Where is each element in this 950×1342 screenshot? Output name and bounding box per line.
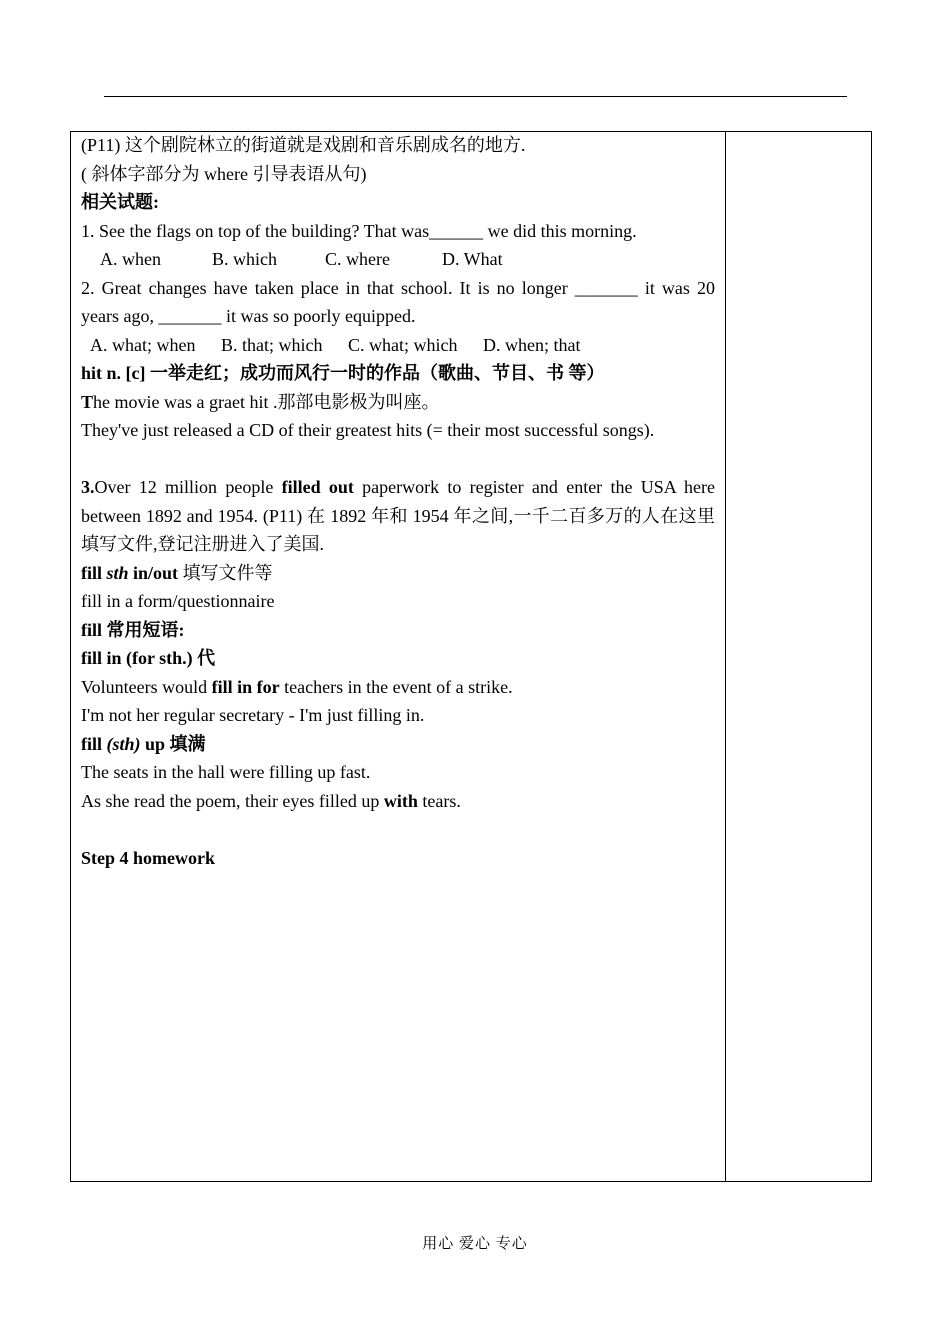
option: A. when — [100, 249, 161, 269]
text-line: (P11) 这个剧院林立的街道就是戏剧和音乐剧成名的地方. — [81, 135, 526, 155]
vocab-heading-fill: fill sth in/out 填写文件等 — [81, 562, 273, 583]
option: B. that; which — [221, 334, 323, 355]
question-2-options — [81, 331, 715, 360]
example-sentence: They've just released a CD of their greatest hits (= their most successful songs). — [81, 420, 655, 440]
option: C. what; which — [348, 334, 458, 355]
example-sentence: I'm not her regular secretary - I'm just filling in. — [81, 705, 425, 725]
spacer — [81, 815, 715, 844]
example-sentence: fill in a form/questionnaire — [81, 591, 275, 611]
example-sentence: The movie was a graet hit .那部电影极为叫座。 — [81, 391, 440, 412]
example-sentence: Volunteers would fill in for teachers in the event of a strike. — [81, 676, 513, 697]
option: D. What — [442, 249, 503, 269]
paragraph-3: 3.Over 12 million people filled out paperwork to register and enter the USA here between 1892 and 1954. (P11) 在 1892 年和 1954 年之间,一千二百多万的人在这里填写文件,登记注册进入了美国. — [81, 477, 715, 554]
header-rule — [104, 96, 847, 97]
main-cell-content — [81, 131, 715, 872]
vocab-heading-hit: hit n. [c] 一举走红；成功而风行一时的作品（歌曲、节目、书 等） — [81, 363, 605, 383]
text-line: ( 斜体字部分为 where 引导表语从句) — [81, 163, 367, 184]
option: B. which — [212, 249, 277, 269]
question-1-options — [81, 245, 715, 274]
section-heading: 相关试题: — [81, 192, 159, 212]
phrase-heading: fill (sth) up 填满 — [81, 733, 206, 754]
page-footer: 用心 爱心 专心 — [422, 1236, 528, 1252]
column-divider — [725, 131, 726, 1182]
example-sentence: The seats in the hall were filling up fast. — [81, 762, 371, 782]
option: D. when; that — [483, 334, 581, 355]
phrase-heading: fill in (for sth.) 代 — [81, 648, 216, 668]
question-1: 1. See the flags on top of the building? That was______ we did this morning. — [81, 220, 637, 241]
step-heading: Step 4 homework — [81, 847, 215, 868]
example-sentence: As she read the poem, their eyes filled up with tears. — [81, 790, 461, 811]
question-2: 2. Great changes have taken place in that school. It is no longer _______ it was 20 years ago, _______ it was so poorly equipped. — [81, 277, 715, 326]
section-heading: fill 常用短语: — [81, 619, 185, 640]
option: C. where — [325, 249, 390, 269]
spacer — [81, 445, 715, 474]
option: A. what; when — [90, 334, 196, 355]
